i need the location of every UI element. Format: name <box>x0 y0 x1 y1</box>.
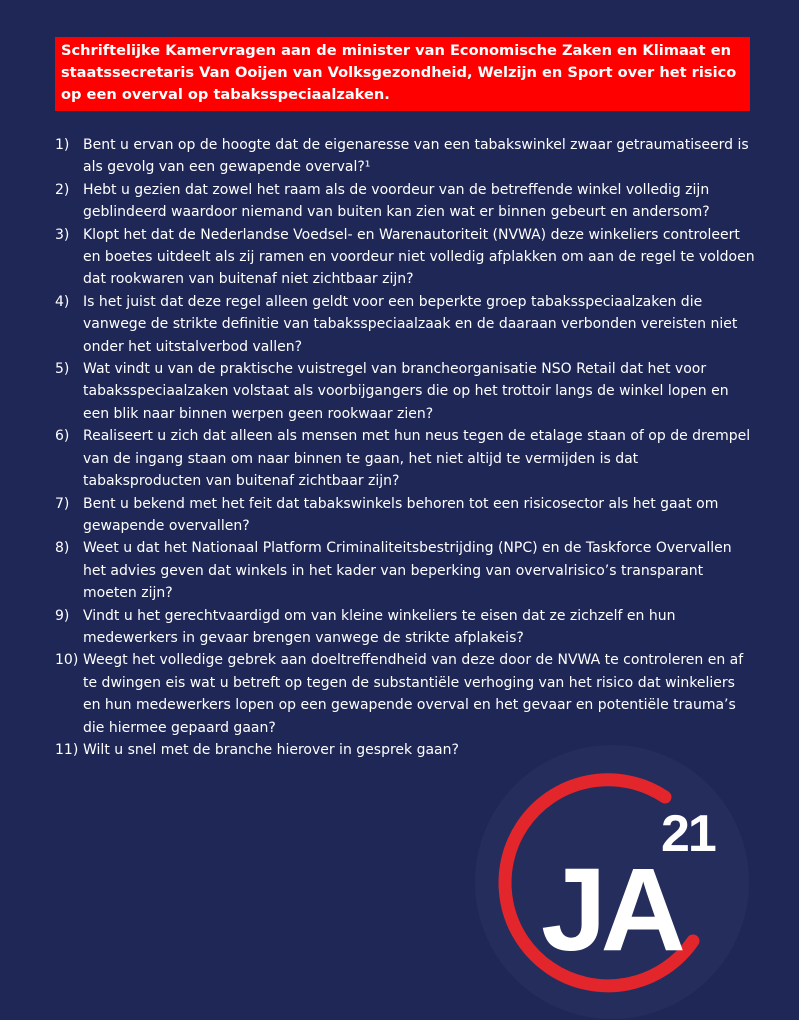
list-item <box>55 493 755 538</box>
list-item <box>55 649 755 739</box>
question-number: 7) <box>55 495 70 512</box>
question-number: 2) <box>55 181 70 198</box>
question-list <box>55 134 755 761</box>
list-item <box>55 358 755 425</box>
question-text: Weet u dat het Nationaal Platform Criminaliteitsbestrijding (NPC) en de Taskforce Overvallen het advies geven dat winkels in het kader van beperking van overvalrisico’s transparant moeten zijn? <box>83 540 732 602</box>
question-text: Realiseert u zich dat alleen als mensen met hun neus tegen de etalage staan of op de drempel van de ingang staan om naar binnen te gaan, het niet altijd te vermijden is dat tabaksproducten van buitenaf zichtbaar zijn? <box>83 428 751 490</box>
list-item <box>55 179 755 224</box>
question-text: Is het juist dat deze regel alleen geldt voor een beperkte groep tabaksspeciaalzaken die vanwege de strikte definitie van tabaksspeciaalzaak en de daaraan verbonden vereisten niet onder het uitstalverbod vallen? <box>83 293 738 355</box>
question-text: Wat vindt u van de praktische vuistregel van brancheorganisatie NSO Retail dat het voor tabaksspeciaalzaken volstaat als voorbijgangers die op het trottoir langs de winkel lopen en een blik naar binnen werpen geen rookwaar zien? <box>83 361 729 422</box>
title-banner <box>55 37 750 111</box>
list-item <box>55 224 755 291</box>
question-number: 9) <box>55 607 70 624</box>
logo-superscript: 21 <box>661 805 715 863</box>
logo-main-text: JA <box>541 844 680 976</box>
question-text: Weegt het volledige gebrek aan doeltreffendheid van deze door de NVWA te controleren en af te dwingen eis wat u betreft op tegen de substantiële verhoging van het risico dat winkeliers en hun medewerkers lopen op een gewapende overval en het gevaar en potentiële trauma’s die hiermee gepaard gaan? <box>83 652 744 736</box>
list-item <box>55 291 755 358</box>
list-item <box>55 537 755 604</box>
question-number: 5) <box>55 361 70 378</box>
question-number: 1) <box>55 137 70 153</box>
list-item <box>55 134 755 179</box>
ja21-logo <box>475 745 750 1020</box>
question-number: 10) <box>55 652 79 669</box>
question-number: 4) <box>55 293 70 310</box>
question-text: Hebt u gezien dat zowel het raam als de voordeur van de betreffende winkel volledig zijn geblindeerd waardoor niemand van buiten kan zien wat er binnen gebeurt en andersom? <box>83 181 710 221</box>
question-text: Klopt het dat de Nederlandse Voedsel- en Warenautoriteit (NVWA) deze winkeliers controleert en boetes uitdeelt als zij ramen en voordeur niet volledig afplakken om aan de regel te voldoen dat rookwaren van buitenaf niet zichtbaar zijn? <box>83 226 755 288</box>
list-item <box>55 605 755 650</box>
question-number: 3) <box>55 226 70 243</box>
question-text: Vindt u het gerechtvaardigd om van kleine winkeliers te eisen dat ze zichzelf en hun medewerkers in gevaar brengen vanwege de strikte afplakeis? <box>83 607 676 646</box>
question-text: Bent u bekend met het feit dat tabakswinkels behoren tot een risicosector als het gaat om gewapende overvallen? <box>83 495 719 534</box>
list-item <box>55 425 755 492</box>
document-title: Schriftelijke Kamervragen aan de minister van Economische Zaken en Klimaat en staatssecretaris Van Ooijen van Volksgezondheid, Welzijn en Sport over het risico op een overval op tabaksspeciaalzaken. <box>61 42 737 103</box>
question-text: Bent u ervan op de hoogte dat de eigenaresse van een tabakswinkel zwaar getraumatiseerd is als gevolg van een gewapende overval?¹ <box>83 137 749 176</box>
question-number: 6) <box>55 428 70 445</box>
question-number: 11) <box>55 741 79 758</box>
question-number: 8) <box>55 540 70 557</box>
question-text: Wilt u snel met de branche hierover in gesprek gaan? <box>83 741 459 758</box>
